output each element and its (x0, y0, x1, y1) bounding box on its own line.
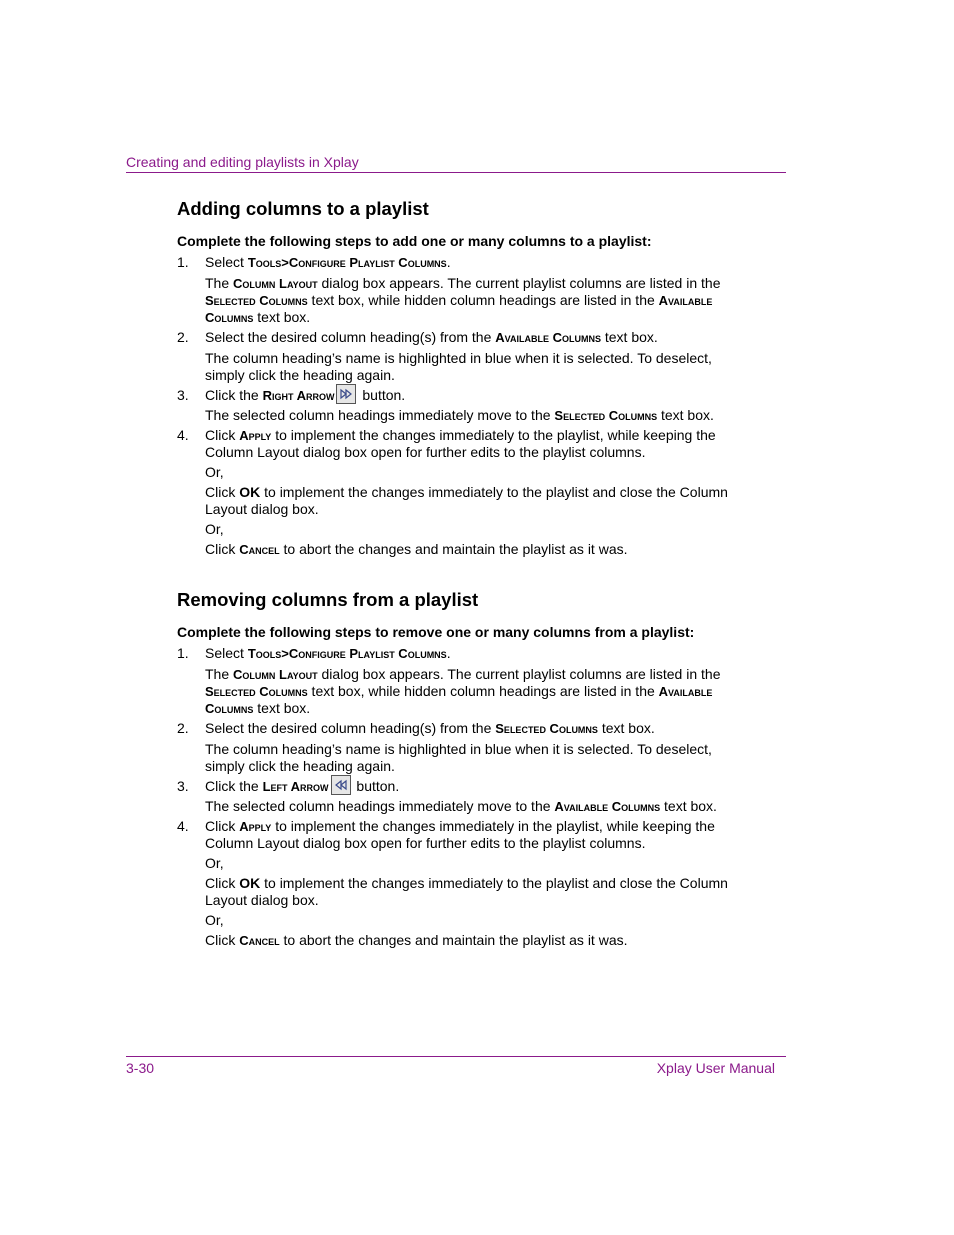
button-name: Left Arrow (262, 779, 329, 794)
text: button. (358, 387, 406, 403)
text: text box, while hidden column headings are listed in the (307, 683, 659, 699)
or-text: Or, (205, 464, 224, 481)
text: . (446, 254, 451, 270)
section-heading: Removing columns from a playlist (177, 589, 479, 610)
text: text box, while hidden column headings are listed in the (307, 292, 659, 308)
step-number: 1. (177, 254, 189, 270)
footer-rule (126, 1056, 786, 1057)
step-note: The column heading’s name is highlighted in blue when it is selected. To deselect, simply click the heading again. (205, 350, 712, 383)
text: text box. (660, 798, 717, 815)
button-name: Apply (239, 428, 272, 444)
box-name: Selected Columns (205, 293, 308, 308)
menu-path: Tools>Configure Playlist Columns (247, 646, 447, 661)
step-note: The column heading’s name is highlighted in blue when it is selected. To deselect, simply click the heading again. (205, 741, 712, 774)
box-name: Selected Columns (554, 408, 658, 424)
text: Select (205, 645, 248, 661)
text: The (205, 666, 234, 682)
text: Click the (205, 778, 263, 794)
section-intro: Complete the following steps to add one or many columns to a playlist: (177, 233, 652, 249)
text: Click (205, 818, 240, 835)
text: to implement the changes immediately to the playlist and close the Column Layout dialog box. (205, 875, 728, 909)
text: Select the desired column heading(s) from the (205, 720, 496, 736)
or-text: Or, (205, 521, 224, 538)
step-number: 1. (177, 645, 189, 661)
or-text: Or, (205, 912, 224, 929)
text: dialog box appears. The current playlist columns are listed in the (317, 666, 721, 682)
section-heading: Adding columns to a playlist (177, 198, 429, 219)
text: Click (205, 932, 240, 949)
step-number: 2. (177, 720, 189, 736)
box-name: Available Columns (495, 330, 601, 345)
step-1 (177, 254, 747, 326)
text: Click (205, 875, 240, 892)
step-4 (177, 818, 747, 949)
box-name: Available Columns (554, 799, 661, 815)
button-name: OK (239, 484, 261, 501)
box-name: Available Columns (205, 684, 713, 716)
step-number: 3. (177, 778, 189, 794)
dialog-name: Column Layout (233, 667, 318, 682)
left-arrow-icon (331, 775, 351, 795)
section-adding-columns (177, 198, 747, 558)
box-name: Available Columns (205, 293, 713, 325)
step-2 (177, 329, 747, 384)
text: to implement the changes immediately in the playlist, while keeping the Column Layout dialog box open for further edits to the playlist columns. (205, 818, 715, 852)
text: The (205, 275, 234, 291)
text: Select the desired column heading(s) from the (205, 329, 496, 345)
section-intro: Complete the following steps to remove one or many columns from a playlist: (177, 624, 695, 640)
text: The selected column headings immediately move to the (205, 798, 555, 815)
box-name: Selected Columns (495, 721, 598, 736)
text: . (446, 645, 451, 661)
text: to abort the changes and maintain the playlist as it was. (279, 932, 628, 949)
right-arrow-icon (336, 384, 356, 404)
step-number: 2. (177, 329, 189, 345)
text: text box. (600, 329, 658, 345)
menu-path: Tools>Configure Playlist Columns (247, 255, 447, 270)
text: button. (352, 778, 400, 794)
header-rule (126, 172, 786, 173)
text: text box. (597, 720, 655, 736)
text: text box. (657, 407, 714, 424)
step-4 (177, 427, 747, 558)
text: Click (205, 541, 240, 558)
step-2 (177, 720, 747, 775)
text: text box. (253, 309, 311, 325)
step-number: 4. (177, 818, 189, 835)
text: text box. (253, 700, 311, 716)
step-number: 3. (177, 387, 189, 403)
step-3 (177, 778, 747, 815)
text: to implement the changes immediately to the playlist and close the Column Layout dialog box. (205, 484, 728, 518)
step-1 (177, 645, 747, 717)
step-number: 4. (177, 427, 189, 444)
text: to implement the changes immediately to the playlist, while keeping the Column Layout dialog box open for further edits to the playlist columns. (205, 427, 716, 461)
text: Select (205, 254, 248, 270)
box-name: Selected Columns (205, 684, 308, 699)
text: Click the (205, 387, 263, 403)
step-3 (177, 387, 747, 424)
dialog-name: Column Layout (233, 276, 318, 291)
button-name: Right Arrow (262, 388, 335, 403)
text: Click (205, 484, 240, 501)
text: dialog box appears. The current playlist columns are listed in the (317, 275, 721, 291)
button-name: Cancel (239, 542, 280, 558)
button-name: OK (239, 875, 261, 892)
text: to abort the changes and maintain the playlist as it was. (279, 541, 628, 558)
page-number: 3-30 (126, 1060, 155, 1076)
button-name: Apply (239, 819, 272, 835)
header-title: Creating and editing playlists in Xplay (126, 154, 359, 170)
or-text: Or, (205, 855, 224, 872)
button-name: Cancel (239, 933, 280, 949)
section-removing-columns (177, 589, 747, 949)
manual-title: Xplay User Manual (656, 1060, 775, 1076)
text: Click (205, 427, 240, 444)
text: The selected column headings immediately move to the (205, 407, 555, 424)
